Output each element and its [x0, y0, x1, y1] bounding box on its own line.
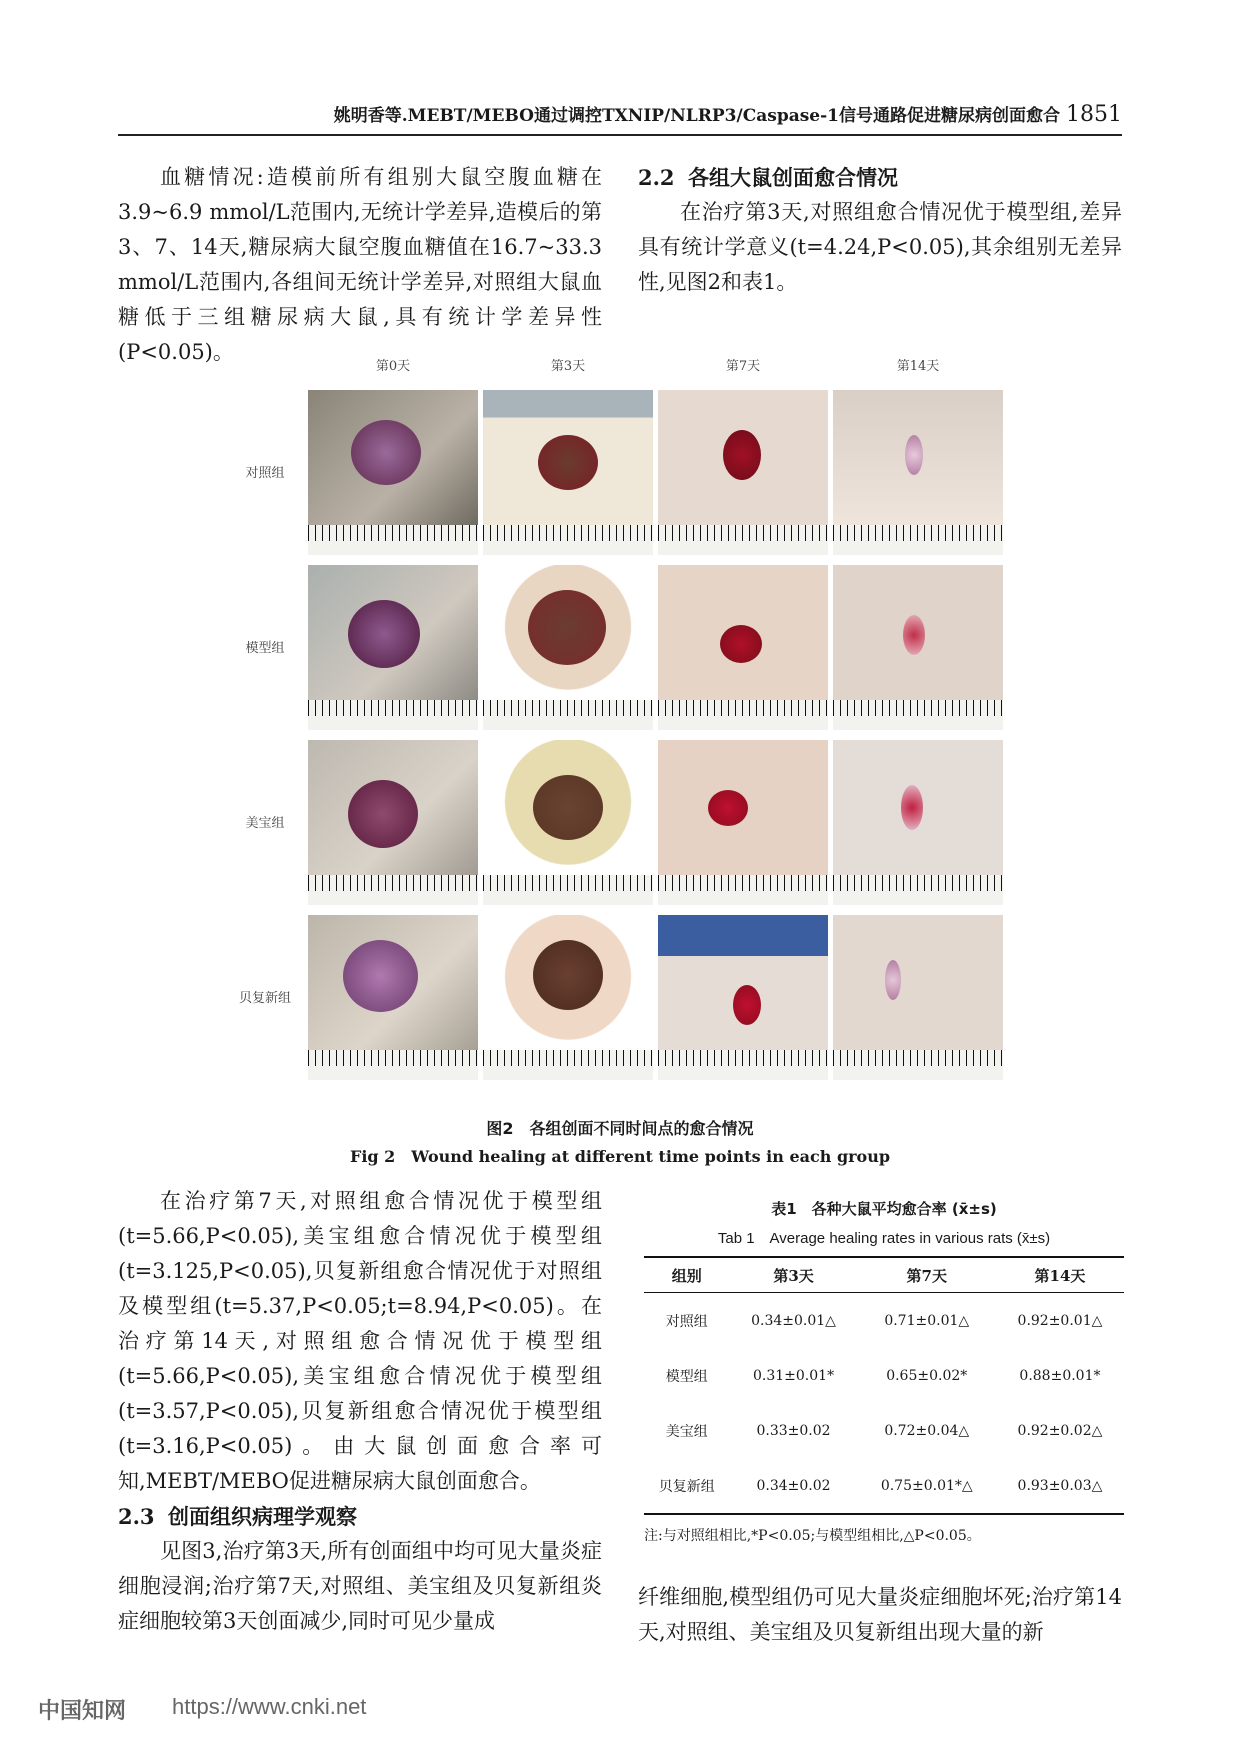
blood-glucose-paragraph: 血糖情况:造模前所有组别大鼠空腹血糖在3.9~6.9 mmol/L范围内,无统计学差异,造模后的第3、7、14天,糖尿病大鼠空腹血糖值在16.7~33.3 mmol/L范围内,各组间无统计学差异,对照组大鼠血糖低于三组糖尿病大鼠,具有统计学差异性(P<0.05)。	[118, 165, 602, 364]
section-title: 创面组织病理学观察	[168, 1504, 357, 1529]
wound-photo	[658, 565, 828, 730]
table-cell: 0.31±0.01*	[753, 1367, 835, 1384]
right-column-bottom	[638, 1580, 1122, 1650]
table-cell: 贝复新组	[644, 1458, 730, 1514]
healing-rate-table	[644, 1256, 1124, 1515]
table-cell: 0.93±0.03△	[996, 1458, 1124, 1514]
table-cell: 0.75±0.01*△	[858, 1458, 996, 1514]
table-header: 组别	[644, 1257, 730, 1293]
right-column-top	[638, 160, 1122, 300]
table-cell: 0.88±0.01*	[1019, 1367, 1101, 1384]
table-title-cn: 表1 各种大鼠平均愈合率 (x̄±s)	[771, 1200, 997, 1218]
column-label: 第3天	[550, 359, 586, 374]
wound-photo	[483, 740, 653, 905]
table-header: 第14天	[996, 1257, 1124, 1293]
figure-2	[225, 355, 1025, 1115]
table-cell: 0.34±0.01△	[751, 1312, 836, 1329]
row-label: 贝复新组	[238, 991, 291, 1006]
wound-photo	[658, 390, 828, 555]
wound-photo	[483, 565, 653, 730]
wound-photo	[833, 915, 1003, 1080]
wound-photo	[658, 915, 828, 1080]
table-note: 注:与对照组相比,*P<0.05;与模型组相比,△P<0.05。	[644, 1528, 981, 1544]
table-row	[644, 1348, 1124, 1403]
wound-photo	[308, 390, 478, 555]
section-2-3-paragraph: 见图3,治疗第3天,所有创面组中均可见大量炎症细胞浸润;治疗第7天,对照组、美宝组及贝复新组炎症细胞较第3天创面减少,同时可见少量成	[118, 1539, 602, 1633]
section-2-2-paragraph: 在治疗第3天,对照组愈合情况优于模型组,差异具有统计学意义(t=4.24,P<0.05),其余组别无差异性,见图2和表1。	[638, 200, 1122, 294]
table-cell: 0.92±0.02△	[1017, 1422, 1103, 1439]
table-row	[644, 1458, 1124, 1514]
column-label: 第0天	[375, 359, 411, 374]
table-cell: 模型组	[665, 1368, 708, 1385]
table-cell: 0.34±0.02	[730, 1458, 858, 1514]
row-label: 对照组	[245, 466, 285, 481]
figure-caption-cn: 图2 各组创面不同时间点的愈合情况	[486, 1119, 754, 1138]
table-row	[644, 1293, 1124, 1349]
table-cell: 0.33±0.02	[756, 1422, 831, 1439]
page-number: 1851	[1066, 102, 1122, 127]
table-1	[644, 1198, 1124, 1545]
column-label: 第7天	[725, 359, 761, 374]
table-cell: 0.92±0.01△	[1017, 1312, 1103, 1329]
wound-photo	[308, 740, 478, 905]
section-number: 2.2	[638, 165, 675, 190]
wound-photo	[833, 565, 1003, 730]
wound-photo	[308, 565, 478, 730]
row-label: 美宝组	[245, 816, 285, 831]
section-title: 各组大鼠创面愈合情况	[688, 165, 898, 190]
wound-photo	[833, 390, 1003, 555]
running-header-title: 姚明香等.MEBT/MEBO通过调控TXNIP/NLRP3/Caspase-1信号通路促进糖尿病创面愈合	[333, 106, 1060, 126]
figure-caption-en: Fig 2 Wound healing at different time points in each group	[349, 1147, 891, 1166]
table-cell: 0.71±0.01△	[884, 1312, 970, 1329]
wound-photo	[483, 390, 653, 555]
table-cell: 0.72±0.04△	[884, 1422, 970, 1439]
day7-day14-paragraph: 在治疗第7天,对照组愈合情况优于模型组(t=5.66,P<0.05),美宝组愈合情况优于模型组(t=3.125,P<0.05),贝复新组愈合情况优于对照组及模型组(t=5.37,P<0.05;t=8.94,P<0.05)。在治疗第14天,对照组愈合情况优于模型组(t=5.66,P<0.05),美宝组愈合情况优于模型组(t=3.57,P<0.05),贝复新组愈合情况优于模型组(t=3.16,P<0.05)。由大鼠创面愈合率可知,MEBT/MEBO促进糖尿病大鼠创面愈合。	[118, 1189, 602, 1493]
running-header	[118, 100, 1122, 136]
table-cell: 0.65±0.02*	[886, 1367, 968, 1384]
table-cell: 对照组	[665, 1313, 708, 1330]
table-cell: 美宝组	[665, 1423, 708, 1440]
section-number: 2.3	[118, 1504, 155, 1529]
left-column-bottom	[118, 1184, 602, 1639]
row-label: 模型组	[245, 641, 285, 656]
table-header: 第3天	[730, 1257, 858, 1293]
wound-photo	[308, 915, 478, 1080]
section-heading-2-3	[118, 1499, 602, 1534]
wound-photo	[658, 740, 828, 905]
section-heading-2-2	[638, 160, 1122, 195]
wound-photo	[833, 740, 1003, 905]
continued-paragraph: 纤维细胞,模型组仍可见大量炎症细胞坏死;治疗第14天,对照组、美宝组及贝复新组出现大量的新	[638, 1585, 1122, 1644]
column-label: 第14天	[896, 359, 940, 374]
cnki-logo: 中国知网	[38, 1699, 127, 1724]
cnki-url[interactable]: https://www.cnki.net	[172, 1694, 367, 1719]
table-header: 第7天	[858, 1257, 996, 1293]
table-row	[644, 1403, 1124, 1458]
wound-photo	[483, 915, 653, 1080]
table-header-row	[644, 1257, 1124, 1293]
table-title-en: Tab 1 Average healing rates in various rats (x̄±s)	[717, 1230, 1051, 1247]
left-column-top	[118, 160, 602, 370]
